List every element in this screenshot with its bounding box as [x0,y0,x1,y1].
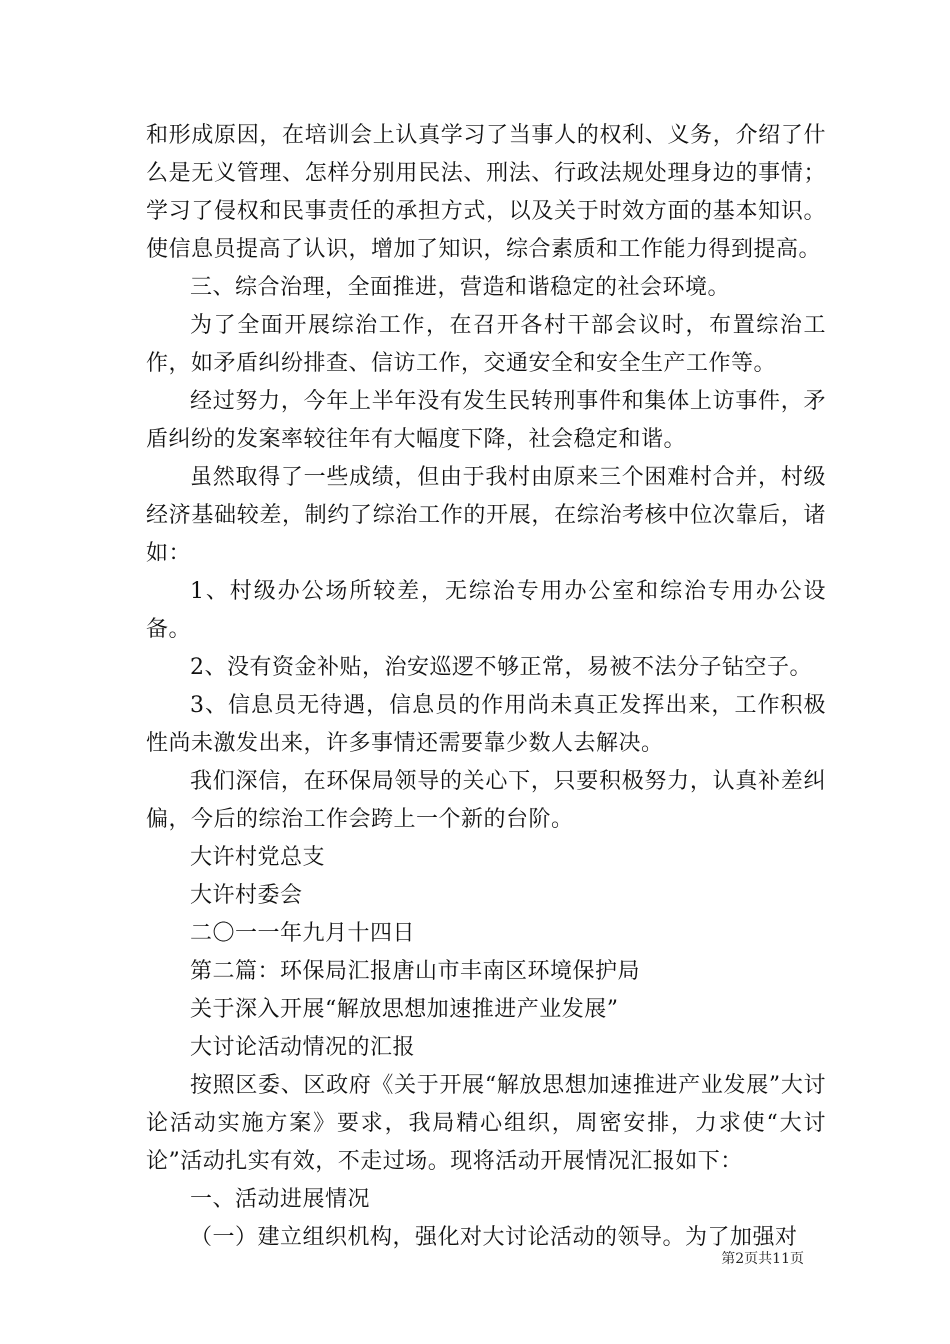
signature-line: 大许村党总支 [190,845,326,870]
section-heading: 第二篇：环保局汇报唐山市丰南区环境保护局 [190,959,641,984]
paragraph: 经过努力，今年上半年没有发生民转刑事件和集体上访事件，矛盾纠纷的发案率较往年有大幅度下降，社会稳定和谐。 [146,389,826,452]
paragraph: 和形成原因，在培训会上认真学习了当事人的权利、义务，介绍了什么是无义管理、怎样分别用民法、刑法、行政法规处理身边的事情；学习了侵权和民事责任的承担方式，以及关于时效方面的基本知识。使信息员提高了认识，增加了知识，综合素质和工作能力得到提高。 [146,123,826,262]
paragraph: 虽然取得了一些成绩，但由于我村由原来三个困难村合并，村级经济基础较差，制约了综治工作的开展，在综治考核中位次靠后，诸如： [146,465,826,566]
date-line: 二〇一一年九月十四日 [190,921,416,946]
paragraph: 2、没有资金补贴，治安巡逻不够正常，易被不法分子钻空子。 [190,655,812,680]
report-title-line: 大讨论活动情况的汇报 [190,1035,416,1060]
paragraph: 三、综合治理，全面推进，营造和谐稳定的社会环境。 [190,275,731,300]
signature-line: 大许村委会 [190,883,303,908]
paragraph: 为了全面开展综治工作，在召开各村干部会议时，布置综治工作，如矛盾纠纷排查、信访工作，交通安全和安全生产工作等。 [146,313,826,376]
paragraph: 1、村级办公场所较差，无综治专用办公室和综治专用办公设备。 [146,579,826,642]
page-number-footer: 第2页共11页 [721,1251,804,1267]
paragraph: 3、信息员无待遇，信息员的作用尚未真正发挥出来，工作积极性尚未激发出来，许多事情还需要靠少数人去解决。 [146,693,826,756]
paragraph: （一）建立组织机构，强化对大讨论活动的领导。为了加强对 [190,1225,798,1250]
paragraph: 按照区委、区政府《关于开展“解放思想加速推进产业发展”大讨论活动实施方案》要求，我局精心组织，周密安排，力求使“大讨论”活动扎实有效，不走过场。现将活动开展情况汇报如下： [146,1073,826,1174]
report-title-line: 关于深入开展“解放思想加速推进产业发展” [190,997,619,1022]
paragraph: 我们深信，在环保局领导的关心下，只要积极努力，认真补差纠偏，今后的综治工作会跨上一个新的台阶。 [146,769,826,832]
document-body [146,117,826,1257]
subsection-heading: 一、活动进展情况 [190,1187,371,1212]
